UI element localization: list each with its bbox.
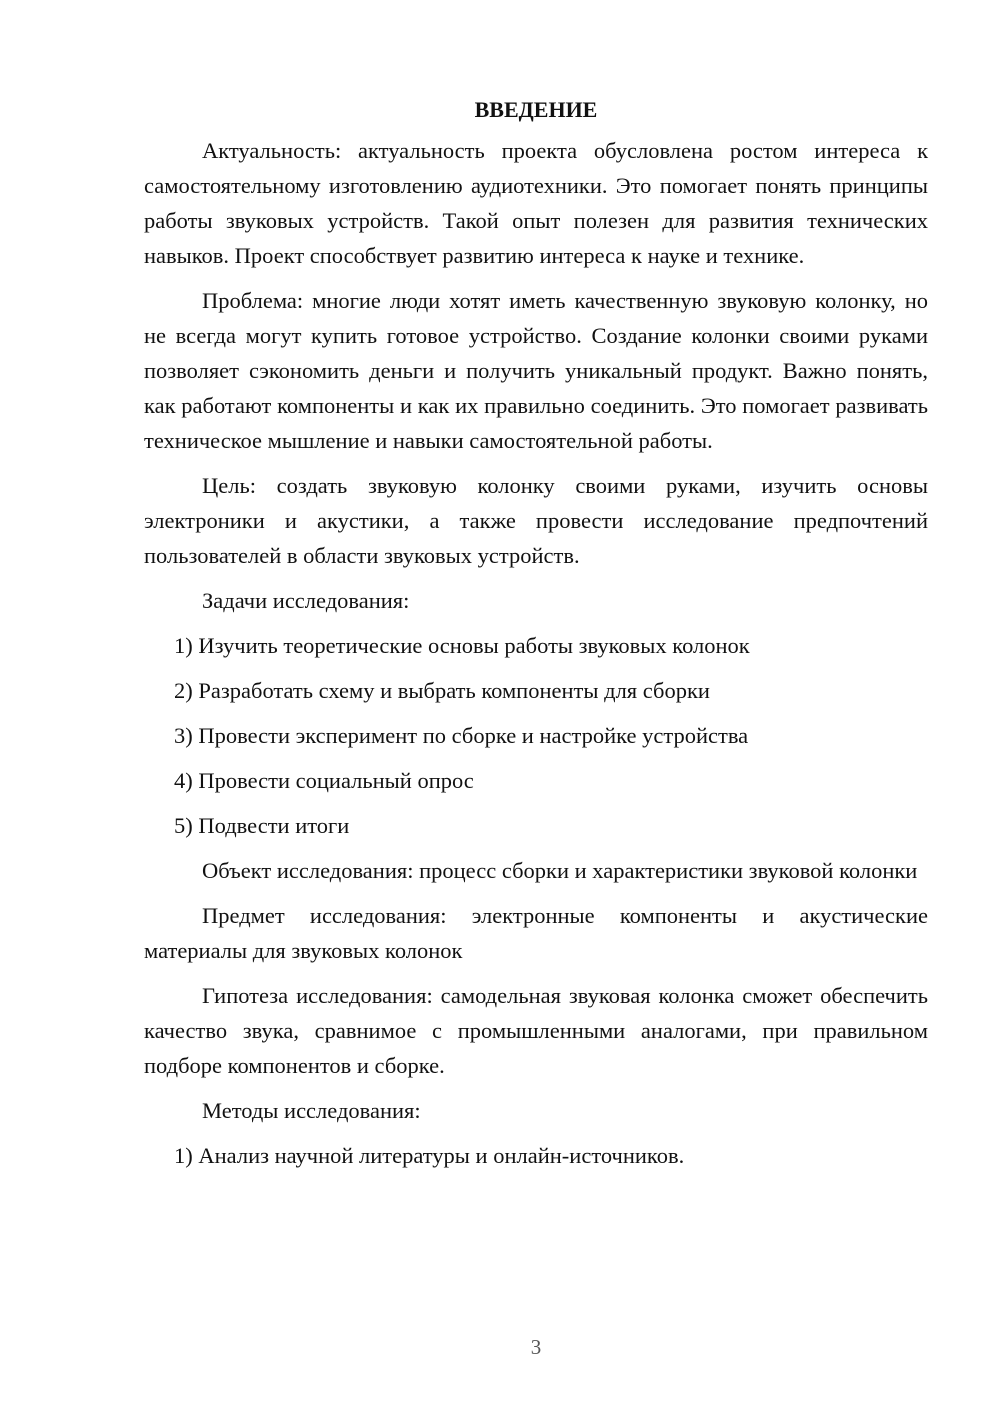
- methods-heading: Методы исследования:: [202, 1098, 421, 1123]
- goal-paragraph: Цель: создать звуковую колонку своими руками, изучить основы электроники и акустики, а также провести исследование предпочтений пользователей в области звуковых устройств.: [144, 473, 928, 568]
- section-title: ВВЕДЕНИЕ: [474, 97, 598, 122]
- list-item: 5) Подвести итоги: [174, 813, 350, 838]
- list-item: 3) Провести эксперимент по сборке и настройке устройства: [174, 723, 749, 748]
- page-number: 3: [530, 1335, 542, 1359]
- list-item: 1) Анализ научной литературы и онлайн-источников.: [174, 1143, 685, 1168]
- tasks-list: [144, 628, 928, 843]
- subject-paragraph: Предмет исследования: электронные компоненты и акустические материалы для звуковых колонок: [144, 903, 928, 963]
- tasks-heading: Задачи исследования:: [202, 588, 410, 613]
- list-item: 1) Изучить теоретические основы работы звуковых колонок: [174, 633, 750, 658]
- methods-list: [144, 1138, 928, 1173]
- hypothesis-paragraph: Гипотеза исследования: самодельная звуковая колонка сможет обеспечить качество звука, сравнимое с промышленными аналогами, при правильном подборе компонентов и сборке.: [144, 983, 928, 1078]
- list-item: 2) Разработать схему и выбрать компоненты для сборки: [174, 678, 710, 703]
- problem-paragraph: Проблема: многие люди хотят иметь качественную звуковую колонку, но не всегда могут купить готовое устройство. Создание колонки своими руками позволяет сэкономить деньги и получить уникальный продукт. Важно понять, как работают компоненты и как их правильно соединить. Это помогает развивать техническое мышление и навыки самостоятельной работы.: [144, 288, 928, 453]
- relevance-paragraph: Актуальность: актуальность проекта обусловлена ростом интереса к самостоятельному изготовлению аудиотехники. Это помогает понять принципы работы звуковых устройств. Такой опыт полезен для развития технических навыков. Проект способствует развитию интереса к науке и технике.: [144, 138, 928, 268]
- object-paragraph: Объект исследования: процесс сборки и характеристики звуковой колонки: [202, 858, 918, 883]
- list-item: 4) Провести социальный опрос: [174, 768, 474, 793]
